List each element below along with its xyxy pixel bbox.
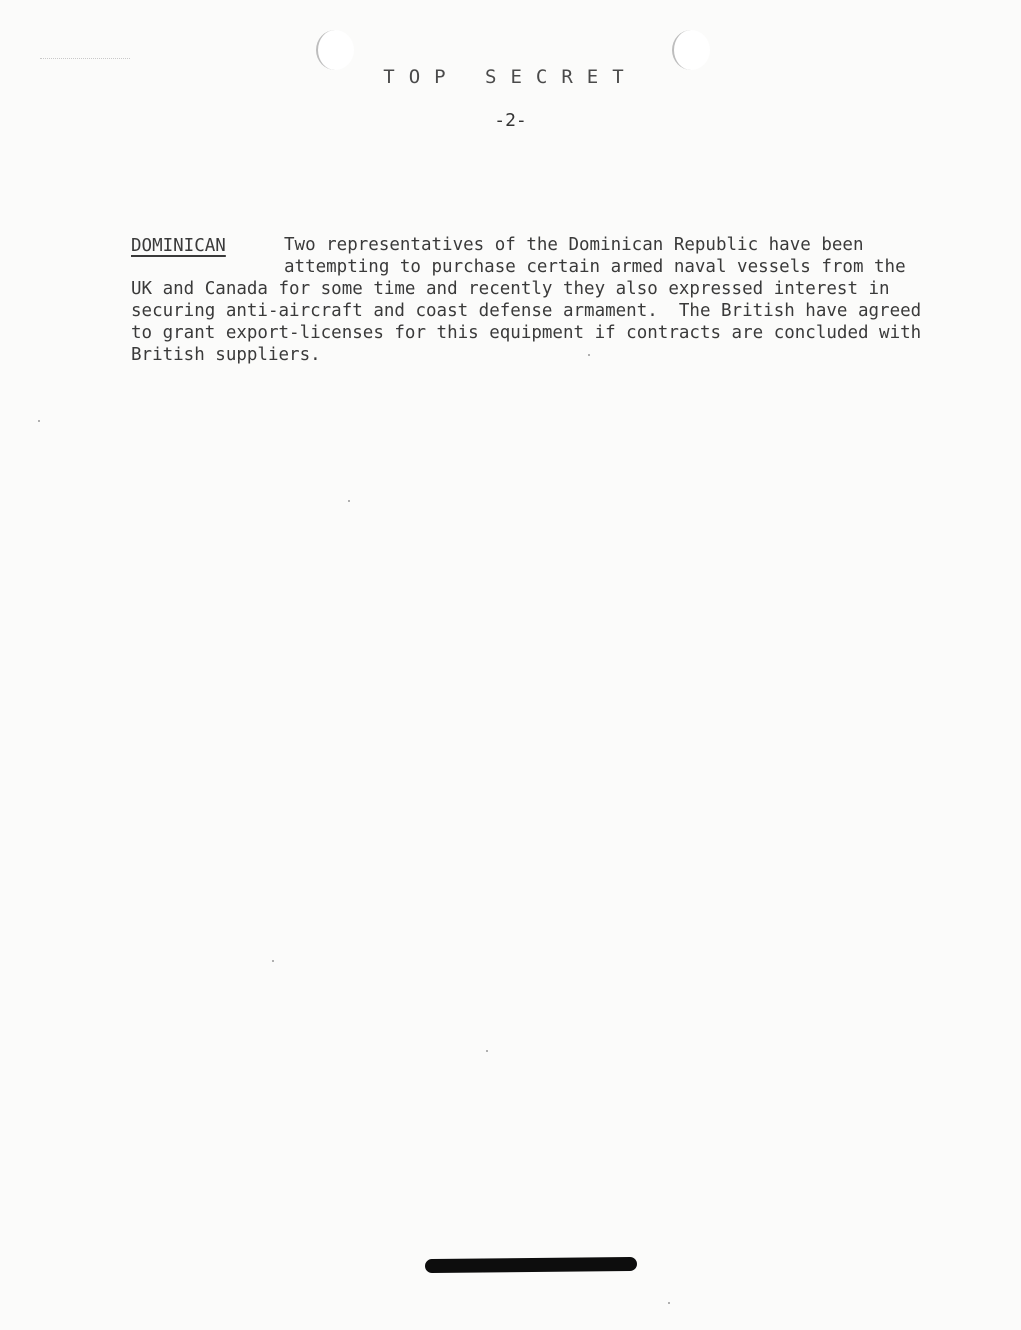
paragraph-line: attempting to purchase certain armed naval vessels from the: [284, 257, 906, 277]
speck: [588, 354, 590, 356]
classification-header: TOP SECRET: [383, 66, 638, 88]
punch-hole-right: [672, 30, 710, 70]
paragraph-line: securing anti-aircraft and coast defense armament. The British have agreed: [131, 301, 922, 321]
page-number: -2-: [494, 110, 527, 131]
speck: [348, 500, 350, 502]
paragraph-line: to grant export-licenses for this equipment if contracts are concluded with: [131, 323, 922, 343]
speck: [272, 960, 274, 962]
section-label: DOMINICAN: [131, 236, 226, 256]
paragraph-line: UK and Canada for some time and recently they also expressed interest in: [131, 279, 890, 299]
redaction-bar: [425, 1257, 637, 1273]
speck: [668, 1302, 670, 1304]
speck: [486, 1050, 488, 1052]
paragraph-line: Two representatives of the Dominican Republic have been: [284, 235, 864, 255]
punch-hole-left: [316, 30, 354, 70]
paragraph-line: British suppliers.: [131, 345, 321, 365]
stray-marks: [40, 48, 130, 59]
speck: [38, 420, 40, 422]
